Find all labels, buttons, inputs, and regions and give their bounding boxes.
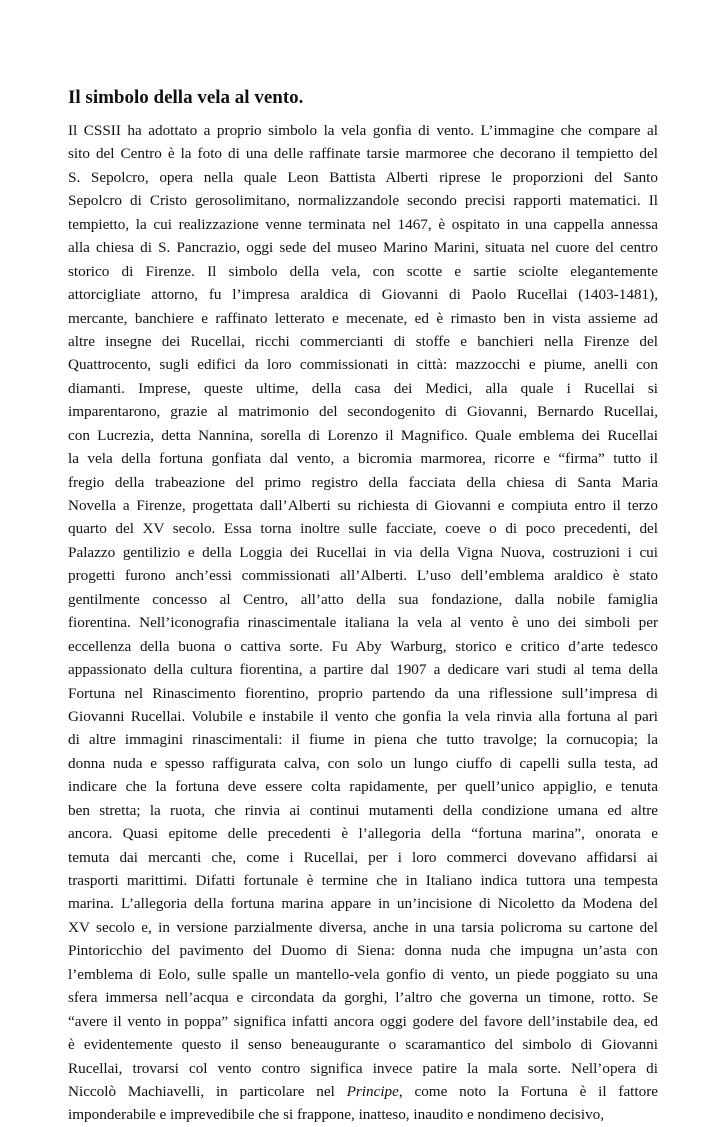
body-line: S. Sepolcro, opera nella quale Leon Battista Alberti riprese le proporzioni del Santo — [68, 168, 658, 186]
body-line-with-italic — [68, 1080, 658, 1103]
body-line: gentilmente concesso al Centro, all’atto della sua fondazione, dalla nobile famiglia — [68, 590, 658, 608]
body-line: Palazzo gentilizio e della Loggia dei Rucellai in via della Vigna Nuova, costruzioni i cui — [68, 543, 658, 561]
body-line: progetti furono anch’essi commissionati all’Alberti. L’uso dell’emblema araldico è stato — [68, 567, 658, 585]
body-line: appassionato della cultura fiorentina, a partire dal 1907 a dedicare vari studi al tema della — [68, 661, 658, 679]
body-line: quarto del XV secolo. Essa torna inoltre sulle facciate, coeve o di poco precedenti, del — [68, 520, 658, 538]
body-line: con Lucrezia, detta Nannina, sorella di Lorenzo il Magnifico. Quale emblema dei Rucellai — [68, 426, 658, 444]
body-line: indicare che la fortuna deve essere colta rapidamente, per quell’unico appiglio, e tenuta — [68, 778, 658, 796]
body-line: sito del Centro è la foto di una delle raffinate tarsie marmoree che decorano il tempietto del — [68, 145, 658, 163]
body-line: Novella a Firenze, progettata dall’Alberti su richiesta di Giovanni e compiuta entro il terzo — [68, 497, 658, 514]
body-line: tempietto, la cui realizzazione venne terminata nel 1467, è ospitato in una cappella annessa — [68, 215, 658, 233]
body-line: XV secolo e, in versione parzialmente diversa, anche in una tarsia policroma su cartone del — [68, 918, 658, 936]
body-line: “avere il vento in poppa” significa infatti ancora oggi godere del favore dell’instabile dea, ed — [68, 1012, 658, 1030]
body-line: è evidentemente questo il senso beneaugurante o scaramantico del simbolo di Giovanni — [68, 1036, 658, 1054]
body-line: di altre immagini rinascimentali: il fiume in piena che tutto travolge; la cornucopia; la — [68, 731, 658, 749]
body-line: Giovanni Rucellai. Volubile e instabile il vento che gonfia la vela rinvia alla fortuna al pari — [68, 707, 658, 725]
body-line: sfera immersa nell’acqua e circondata da gorghi, l’altro che governa un timone, rotto. Se — [68, 989, 658, 1007]
body-line: mercante, banchiere e raffinato letterato e mecenate, ed è rimasto ben in vista assieme ad — [68, 309, 658, 327]
body-line: donna nuda e spesso raffigurata calva, con solo un lungo ciuffo di capelli sulla testa, ad — [68, 754, 658, 772]
body-line: temuta dai mercanti che, come i Rucellai, per i loro commerci dovevano affidarsi ai — [68, 848, 658, 866]
body-line: imponderabile e imprevedibile che si frappone, inatteso, inaudito e nondimeno decisivo, — [68, 1106, 605, 1124]
body-line: Il CSSII ha adottato a proprio simbolo la vela gonfia di vento. L’immagine che compare al — [68, 122, 658, 139]
body-line: imparentarono, grazie al matrimonio del secondogenito di Giovanni, Bernardo Rucellai, — [68, 403, 658, 421]
body-line: l’emblema di Eolo, sulle spalle un mantello-vela gonfio di vento, un piede poggiato su una — [68, 965, 658, 983]
body-line-part: , come noto la Fortuna è il fattore — [398, 1082, 658, 1100]
document-body — [68, 119, 658, 1127]
body-line: storico di Firenze. Il simbolo della vela, con scotte e sartie sciolte elegantemente — [68, 262, 658, 280]
body-line: alla chiesa di S. Pancrazio, oggi sede del museo Marino Marini, situata nel cuore del centro — [68, 239, 658, 257]
body-line: Fortuna nel Rinascimento fiorentino, proprio partendo da una riflessione sull’impresa di — [68, 684, 658, 702]
body-line: altre insegne dei Rucellai, ricchi commercianti di stoffe e banchieri nella Firenze del — [68, 332, 658, 350]
body-line: attorcigliate attorno, fu l’impresa araldica di Giovanni di Paolo Rucellai (1403-1481), — [68, 286, 658, 304]
body-line: Quattrocento, sugli edifici da loro commissionati in città: mazzocchi e piume, anelli con — [68, 356, 658, 374]
body-line: Pintoricchio del pavimento del Duomo di Siena: donna nuda che impugna un’asta con — [68, 942, 658, 960]
body-line: fregio della trabeazione del primo registro della facciata della chiesa di Santa Maria — [68, 473, 658, 491]
body-line: Sepolcro di Cristo gerosolimitano, normalizzandole secondo precisi rapporti matematici. Il — [68, 192, 658, 210]
body-line: fiorentina. Nell’iconografia rinascimentale italiana la vela al vento è uno dei simboli per — [68, 614, 658, 632]
body-line: la vela della fortuna gonfiata dal vento, a bicromia marmorea, ricorre e “firma” tutto il — [68, 450, 658, 468]
body-line: diamanti. Imprese, queste ultime, della casa dei Medici, alla quale i Rucellai si — [68, 379, 658, 397]
body-line: marina. L’allegoria della fortuna marina appare in un’incisione di Nicoletto da Modena del — [68, 895, 658, 913]
body-line: Rucellai, trovarsi col vento contro significa invece patire la mala sorte. Nell’opera di — [68, 1059, 658, 1077]
document-title: Il simbolo della vela al vento. — [68, 87, 304, 108]
body-line: ben stretta; la ruota, che rinvia ai continui mutamenti della condizione umana ed altre — [68, 801, 658, 819]
book-title-italic: Principe — [346, 1082, 399, 1100]
body-line-part: Niccolò Machiavelli, in particolare nel — [68, 1082, 335, 1100]
body-line: trasporti marittimi. Difatti fortunale è termine che in Italiano indica tuttora una tempesta — [68, 872, 658, 889]
body-line: ancora. Quasi epitome delle precedenti è l’allegoria della “fortuna marina”, onorata e — [68, 825, 658, 843]
body-line: eccellenza della buona o cattiva sorte. Fu Aby Warburg, storico e critico d’arte tedesco — [68, 637, 658, 655]
